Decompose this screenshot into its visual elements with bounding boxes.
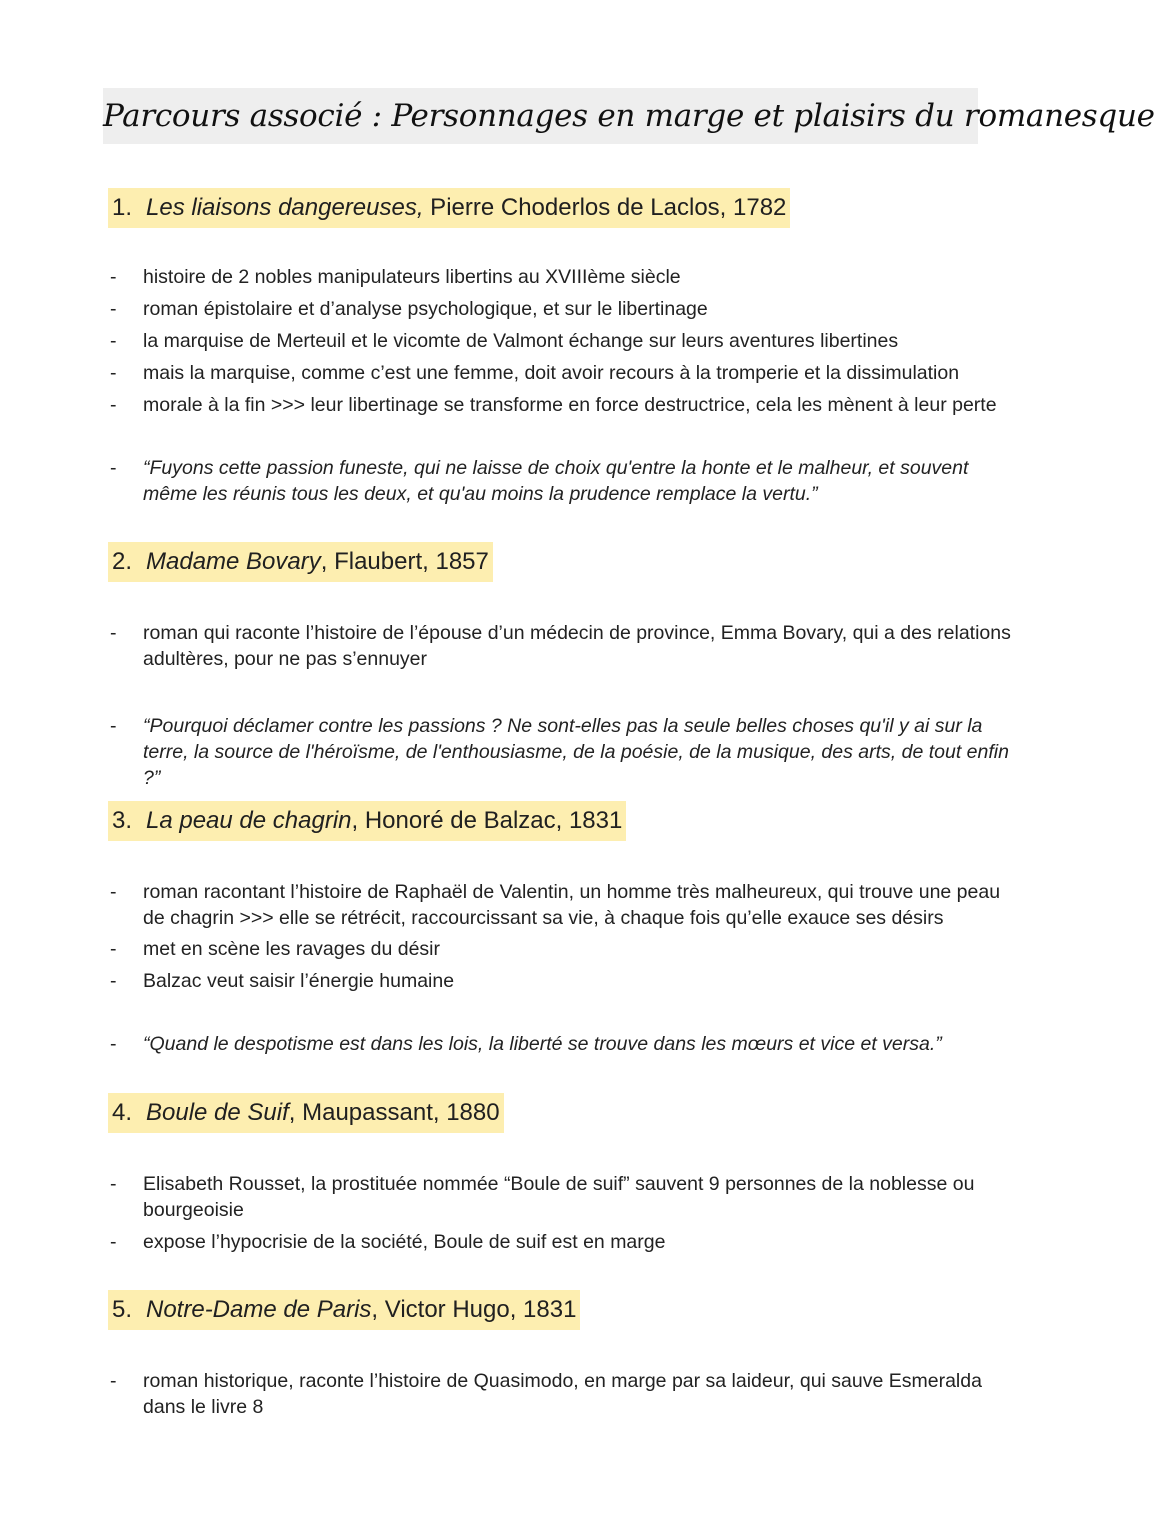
section-heading [108, 1093, 504, 1133]
bullet-dash: - [110, 970, 117, 992]
item-text: roman racontant l’histoire de Raphaël de Valentin, un homme très malheureux, qui trouve une peau de chagrin >>> elle se rétrécit, raccourcissant sa vie, à chaque fois qu’elle exauce ses désirs [143, 881, 1001, 929]
bullet-dash: - [110, 394, 117, 416]
item-text: la marquise de Merteuil et le vicomte de Valmont échange sur leurs aventures libertines [143, 330, 899, 352]
work-title: La peau de chagrin [146, 807, 352, 834]
work-title: Notre-Dame de Paris [146, 1296, 372, 1323]
bullet-dash: - [110, 881, 117, 903]
bullet-dash: - [110, 298, 117, 320]
bullet-dash: - [110, 938, 117, 960]
bullet-dash: - [110, 266, 117, 288]
bullet-dash: - [110, 330, 117, 352]
bullet-dash: - [110, 622, 117, 644]
bullet-dash: - [110, 1173, 117, 1195]
item-text: roman qui raconte l’histoire de l’épouse d’un médecin de province, Emma Bovary, qui a des relations adultères, pour ne pas s’ennuyer [143, 622, 1011, 670]
item-text: roman historique, raconte l’histoire de Quasimodo, en marge par sa laideur, qui sauve Esmeralda dans le livre 8 [143, 1370, 982, 1418]
quote-text: “Quand le despotisme est dans les lois, la liberté se trouve dans les mœurs et vice et versa.” [143, 1033, 942, 1055]
section-number: 3. [112, 807, 133, 834]
bullet-dash: - [110, 1033, 117, 1055]
item-text: mais la marquise, comme c’est une femme, doit avoir recours à la tromperie et la dissimulation [143, 362, 960, 384]
work-author-year: Pierre Choderlos de Laclos, 1782 [423, 194, 787, 221]
work-author-year: , Victor Hugo, 1831 [371, 1296, 577, 1323]
work-title: Madame Bovary [146, 548, 321, 575]
item-text: Elisabeth Rousset, la prostituée nommée “Boule de suif” sauvent 9 personnes de la noblesse ou bourgeoisie [143, 1173, 975, 1221]
work-title: Les liaisons dangereuses, [146, 194, 424, 221]
section-number: 5. [112, 1296, 133, 1323]
item-text: expose l’hypocrisie de la société, Boule de suif est en marge [143, 1231, 666, 1253]
section-number: 1. [112, 194, 133, 221]
section-heading [108, 542, 493, 582]
quote-text: “Pourquoi déclamer contre les passions ? Ne sont-elles pas la seule belles choses qu'il y ai sur la terre, la source de l'héroïsme, de l'enthousiasme, de la poésie, de la musique, des arts, de tout enfin ?” [143, 715, 1009, 789]
section-heading [108, 188, 790, 228]
item-text: roman épistolaire et d’analyse psychologique, et sur le libertinage [143, 298, 708, 320]
item-text: morale à la fin >>> leur libertinage se transforme en force destructrice, cela les mènent à leur perte [143, 394, 997, 416]
section-heading [108, 801, 626, 841]
bullet-dash: - [110, 1370, 117, 1392]
bullet-dash: - [110, 1231, 117, 1253]
work-author-year: , Flaubert, 1857 [320, 548, 489, 575]
section-number: 4. [112, 1099, 133, 1126]
item-text: Balzac veut saisir l’énergie humaine [143, 970, 455, 992]
bullet-dash: - [110, 457, 117, 479]
section-heading [108, 1290, 580, 1330]
work-author-year: , Honoré de Balzac, 1831 [351, 807, 623, 834]
section-number: 2. [112, 548, 133, 575]
quote-text: “Fuyons cette passion funeste, qui ne laisse de choix qu'entre la honte et le malheur, et souvent même les réunis tous les deux, et qu'au moins la prudence remplace la vertu.” [143, 457, 969, 505]
work-title: Boule de Suif [146, 1099, 289, 1126]
item-text: histoire de 2 nobles manipulateurs libertins au XVIIIème siècle [143, 266, 681, 288]
page-title: Parcours associé : Personnages en marge et plaisirs du romanesque [103, 98, 1155, 134]
bullet-dash: - [110, 715, 117, 737]
item-text: met en scène les ravages du désir [143, 938, 440, 960]
work-author-year: , Maupassant, 1880 [288, 1099, 500, 1126]
bullet-dash: - [110, 362, 117, 384]
